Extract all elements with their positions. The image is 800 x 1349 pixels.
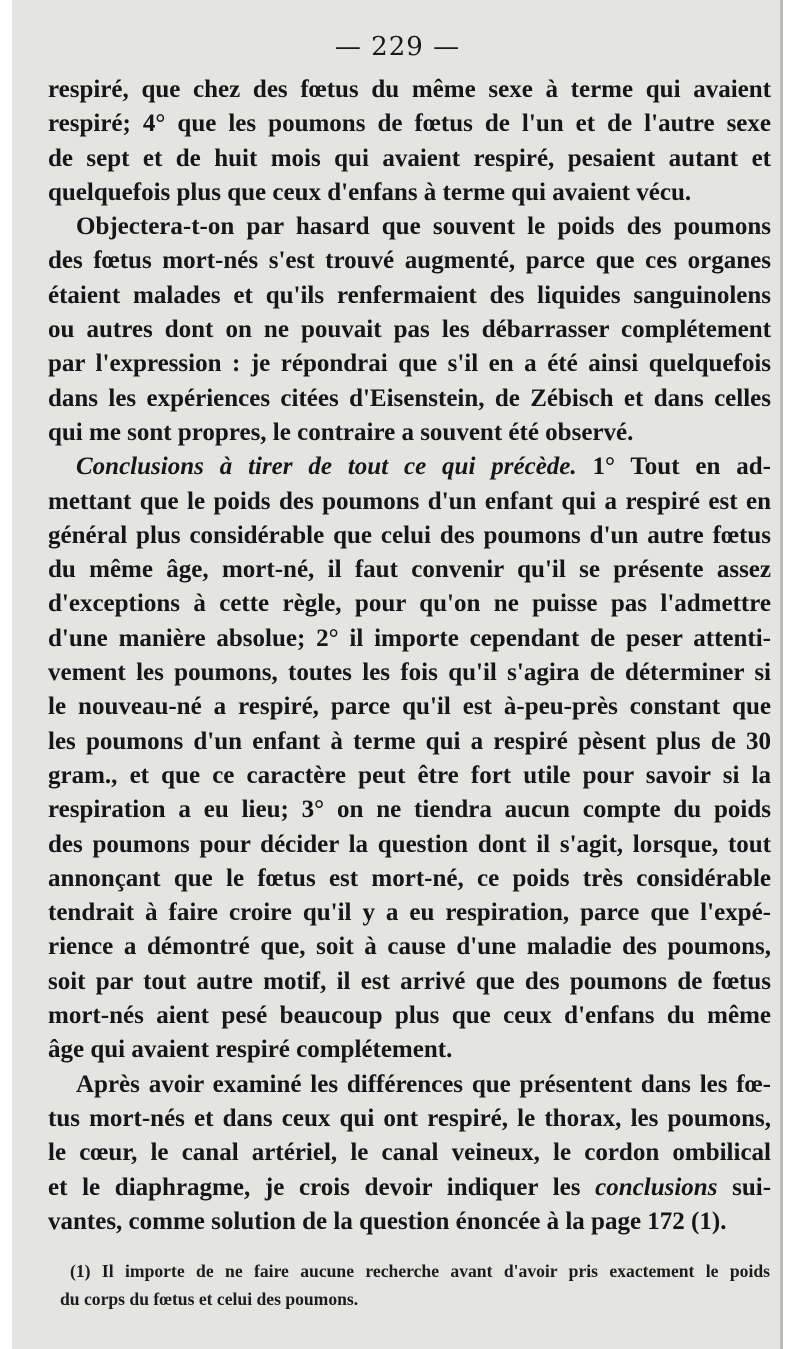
text-line: quelquefois plus que ceux d'enfans à terme qui avaient vécu.	[48, 178, 692, 206]
text-line: de sept et de huit mois qui avaient respiré, pesaient autant et	[48, 144, 771, 172]
text-line: des fœtus mort-nés s'est trouvé augmenté, parce que ces organes	[48, 247, 771, 275]
text-line: d'exceptions à cette règle, pour qu'on ne puisse pas l'admettre	[48, 590, 771, 618]
text-line: des poumons pour décider la question dont il s'agit, lorsque, tout	[48, 830, 771, 858]
text-fragment: 1° Tout en ad-	[592, 453, 771, 481]
body-text	[48, 73, 771, 1239]
conclusions-heading: Conclusions à tirer de tout ce qui précède.	[76, 453, 577, 481]
text-line: dans les expériences citées d'Eisenstein, de Zébisch et dans celles	[48, 384, 771, 412]
text-fragment: sui-	[732, 1173, 772, 1201]
text-line: d'une manière absolue; 2° il importe cependant de peser attenti-	[48, 624, 771, 652]
text-line: ou autres dont on ne pouvait pas les débarrasser complétement	[48, 316, 771, 344]
text-line: âge qui avaient respiré complétement.	[48, 1036, 453, 1064]
text-line: par l'expression : je répondrai que s'il en a été ainsi quelquefois	[48, 350, 771, 378]
text-line: tendrait à faire croire qu'il y a eu respiration, parce que l'expé-	[48, 899, 771, 927]
text-line: soit par tout autre motif, il est arrivé que des poumons de fœtus	[48, 967, 771, 995]
text-line: le cœur, le canal artériel, le canal veineux, le cordon ombilical	[48, 1139, 771, 1167]
text-line: vement les poumons, toutes les fois qu'il s'agira de déterminer si	[48, 659, 771, 687]
conclusions-word-line	[48, 1171, 771, 1205]
paragraph-start-line: Après avoir examiné les différences que présentent dans les fœ-	[76, 1070, 771, 1098]
text-line: respiré, que chez des fœtus du même sexe à terme qui avaient	[48, 76, 771, 103]
text-line: annonçant que le fœtus est mort-né, ce poids très considérable	[48, 864, 771, 892]
book-page	[12, 0, 783, 1349]
footnote	[60, 1257, 770, 1313]
text-line: général plus considérable que celui des poumons d'un autre fœtus	[48, 521, 771, 549]
text-line: mort-nés aient pesé beaucoup plus que ceux d'enfans du même	[48, 1002, 771, 1030]
page-edge	[780, 0, 783, 1349]
text-line: gram., et que ce caractère peut être fort utile pour savoir si la	[48, 761, 771, 789]
paragraph-start-line: Objectera-t-on par hasard que souvent le poids des poumons	[76, 213, 771, 241]
conclusions-heading-line	[48, 450, 771, 484]
text-line: étaient malades et qu'ils renfermaient des liquides sanguinolens	[48, 281, 771, 309]
text-line: tus mort-nés et dans ceux qui ont respiré, le thorax, les poumons,	[48, 1104, 771, 1132]
page-number: — 229 —	[334, 32, 461, 62]
text-line: les poumons d'un enfant à terme qui a respiré pèsent plus de 30	[48, 727, 771, 755]
text-fragment: et le diaphragme, je crois devoir indiquer les	[48, 1173, 581, 1201]
footnote-line: (1) Il importe de ne faire aucune recherche avant d'avoir pris exactement le poids	[70, 1261, 770, 1281]
conclusions-word: conclusions	[595, 1173, 718, 1201]
text-line: du même âge, mort-né, il faut convenir qu'il se présente assez	[48, 556, 771, 584]
text-line: respiré; 4° que les poumons de fœtus de l'un et de l'autre sexe	[48, 110, 771, 138]
text-line: respiration a eu lieu; 3° on ne tiendra aucun compte du poids	[48, 796, 771, 824]
text-line: vantes, comme solution de la question énoncée à la page 172 (1).	[48, 1207, 727, 1235]
text-line: mettant que le poids des poumons d'un enfant qui a respiré est en	[48, 487, 771, 515]
text-line: rience a démontré que, soit à cause d'une maladie des poumons,	[48, 933, 771, 961]
text-line: qui me sont propres, le contraire a souvent été observé.	[48, 418, 634, 446]
text-line: le nouveau-né a respiré, parce qu'il est à-peu-près constant que	[48, 693, 771, 721]
footnote-line: du corps du fœtus et celui des poumons.	[60, 1289, 359, 1309]
